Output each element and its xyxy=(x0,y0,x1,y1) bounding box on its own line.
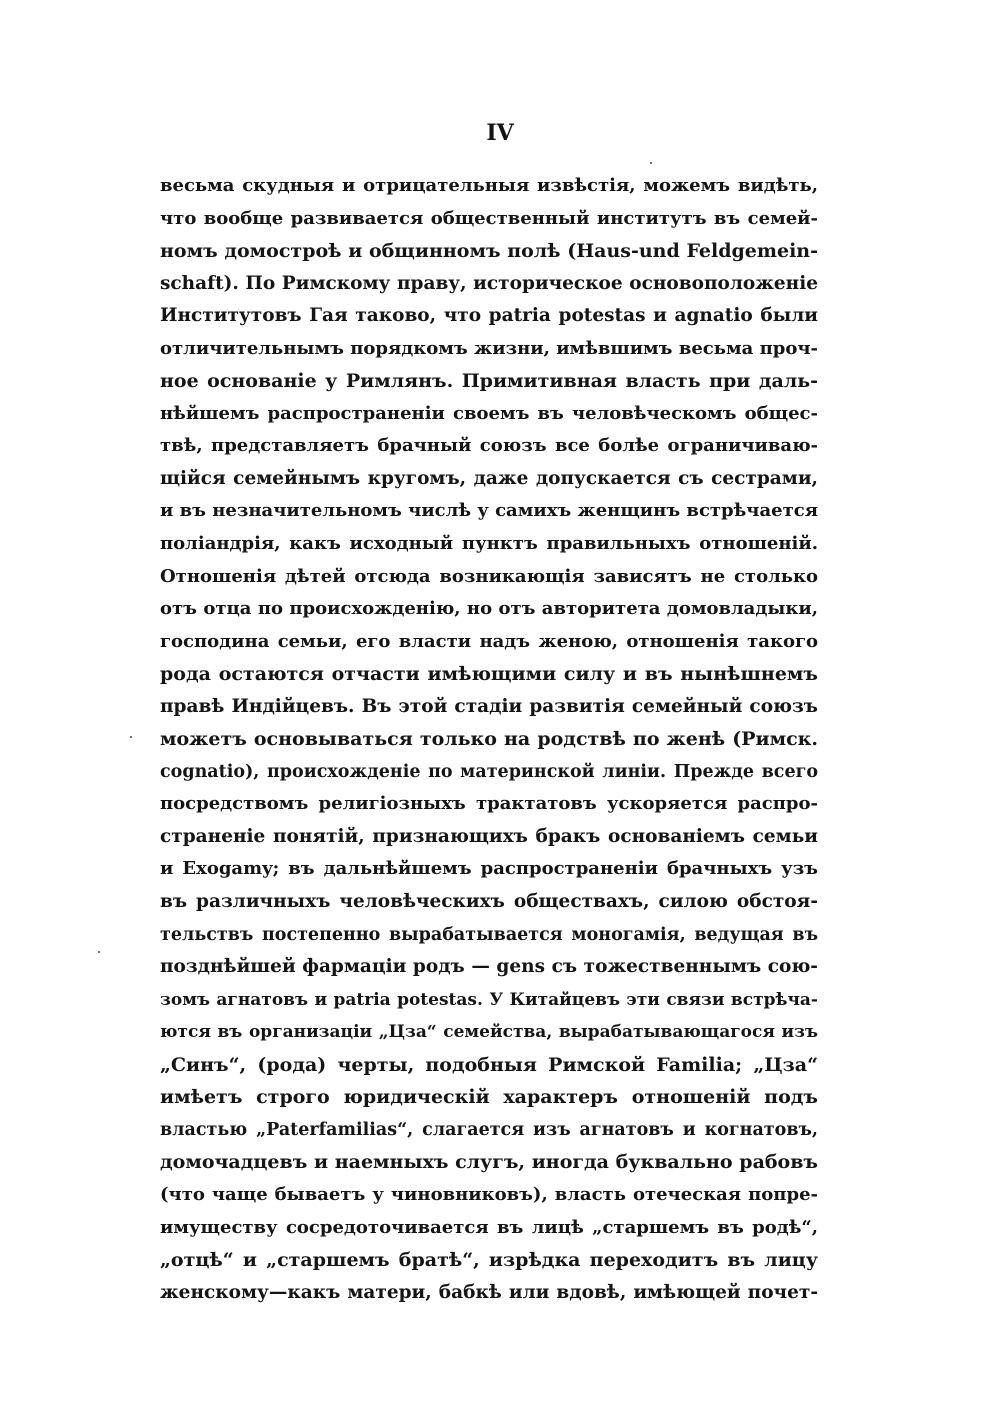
text-line: отъ отца по происхожденію, но отъ авторитета домовладыки, xyxy=(160,598,818,620)
text-line: имѣетъ строго юридическій характеръ отношеній подъ xyxy=(160,1086,818,1109)
text-line: schaft). По Римскому праву, историческое основоположеніе xyxy=(160,272,818,294)
text-line: твѣ, представляетъ брачный союзъ все болѣе ограничиваю- xyxy=(160,435,818,457)
text-line: cognatio), происхожденіе по материнской линіи. Прежде всего xyxy=(160,761,818,782)
scan-speck xyxy=(650,162,652,164)
text-line: (что чаще бываетъ у чиновниковъ), власть отеческая попре- xyxy=(160,1183,818,1205)
text-line: правѣ Индійцевъ. Въ этой стадіи развитія семейный союзъ xyxy=(160,695,818,717)
text-line: имуществу сосредоточивается въ лицѣ „старшемъ въ родѣ“, xyxy=(160,1216,818,1238)
text-line: Отношенія дѣтей отсюда возникающія зависятъ не столько xyxy=(160,565,818,587)
text-line: отличительнымъ порядкомъ жизни, имѣвшимъ весьма проч- xyxy=(160,337,818,359)
text-line: можетъ основываться только на родствѣ по женѣ (Римск. xyxy=(160,728,818,751)
text-line: что вообще развивается общественный институтъ въ семей- xyxy=(160,207,818,229)
text-line: рода остаются отчасти имѣющими силу и въ нынѣшнемъ xyxy=(160,663,818,686)
text-line: властью „Paterfamilias“, слагается изъ агнатовъ и когнатовъ, xyxy=(160,1119,818,1140)
text-line: „Синъ“, (рода) черты, подобныя Римской Familia; „Цза“ xyxy=(160,1053,818,1076)
text-line: ное основаніе у Римлянъ. Примитивная власть при даль- xyxy=(160,370,818,393)
text-line: страненіе понятій, признающихъ бракъ основаніемъ семьи xyxy=(160,825,818,847)
text-line: женскому—какъ матери, бабкѣ или вдовѣ, имѣющей почет- xyxy=(160,1281,818,1303)
text-line: зомъ агнатовъ и patria potestas. У Китайцевъ эти связи встрѣча- xyxy=(160,989,818,1010)
scan-speck xyxy=(130,736,132,738)
text-line: ются въ организаціи „Цза“ семейства, вырабатывающагося изъ xyxy=(160,1022,818,1043)
text-line: номъ домостроѣ и общинномъ полѣ (Haus-und Feldgemein- xyxy=(160,240,818,263)
text-line: въ различныхъ человѣческихъ обществахъ, силою обстоя- xyxy=(160,891,818,913)
text-line: Институтовъ Гая таково, что patria potestas и agnatio были xyxy=(160,305,818,327)
text-line: тельствъ постепенно вырабатывается моногамія, ведущая въ xyxy=(160,924,818,945)
text-line: посредствомъ религіозныхъ трактатовъ ускоряется распро- xyxy=(160,793,818,815)
text-line: нѣйшемъ распространеніи своемъ въ человѣческомъ общес- xyxy=(160,402,818,424)
page-number: IV xyxy=(486,120,514,146)
text-line: весьма скудныя и отрицательныя извѣстія, можемъ видѣть, xyxy=(160,175,818,196)
text-line: позднѣйшей фармаціи родъ — gens съ тожественнымъ сою- xyxy=(160,956,818,978)
text-line: щійся семейнымъ кругомъ, даже допускается съ сестрами, xyxy=(160,467,818,489)
text-line: и въ незначительномъ числѣ у самихъ женщинъ встрѣчается xyxy=(160,500,818,522)
scan-speck xyxy=(98,951,100,953)
body-text xyxy=(160,170,818,1309)
text-line: поліандрія, какъ исходный пунктъ правильныхъ отношеній. xyxy=(160,533,818,555)
text-line: „отцѣ“ и „старшемъ братѣ“, изрѣдка переходитъ въ лицу xyxy=(160,1249,818,1272)
text-line: домочадцевъ и наемныхъ слугъ, иногда буквально рабовъ xyxy=(160,1151,818,1174)
text-line: господина семьи, его власти надъ женою, отношенія такого xyxy=(160,630,818,652)
text-line: и Exogamy; въ дальнѣйшемъ распространеніи брачныхъ узъ xyxy=(160,858,818,880)
